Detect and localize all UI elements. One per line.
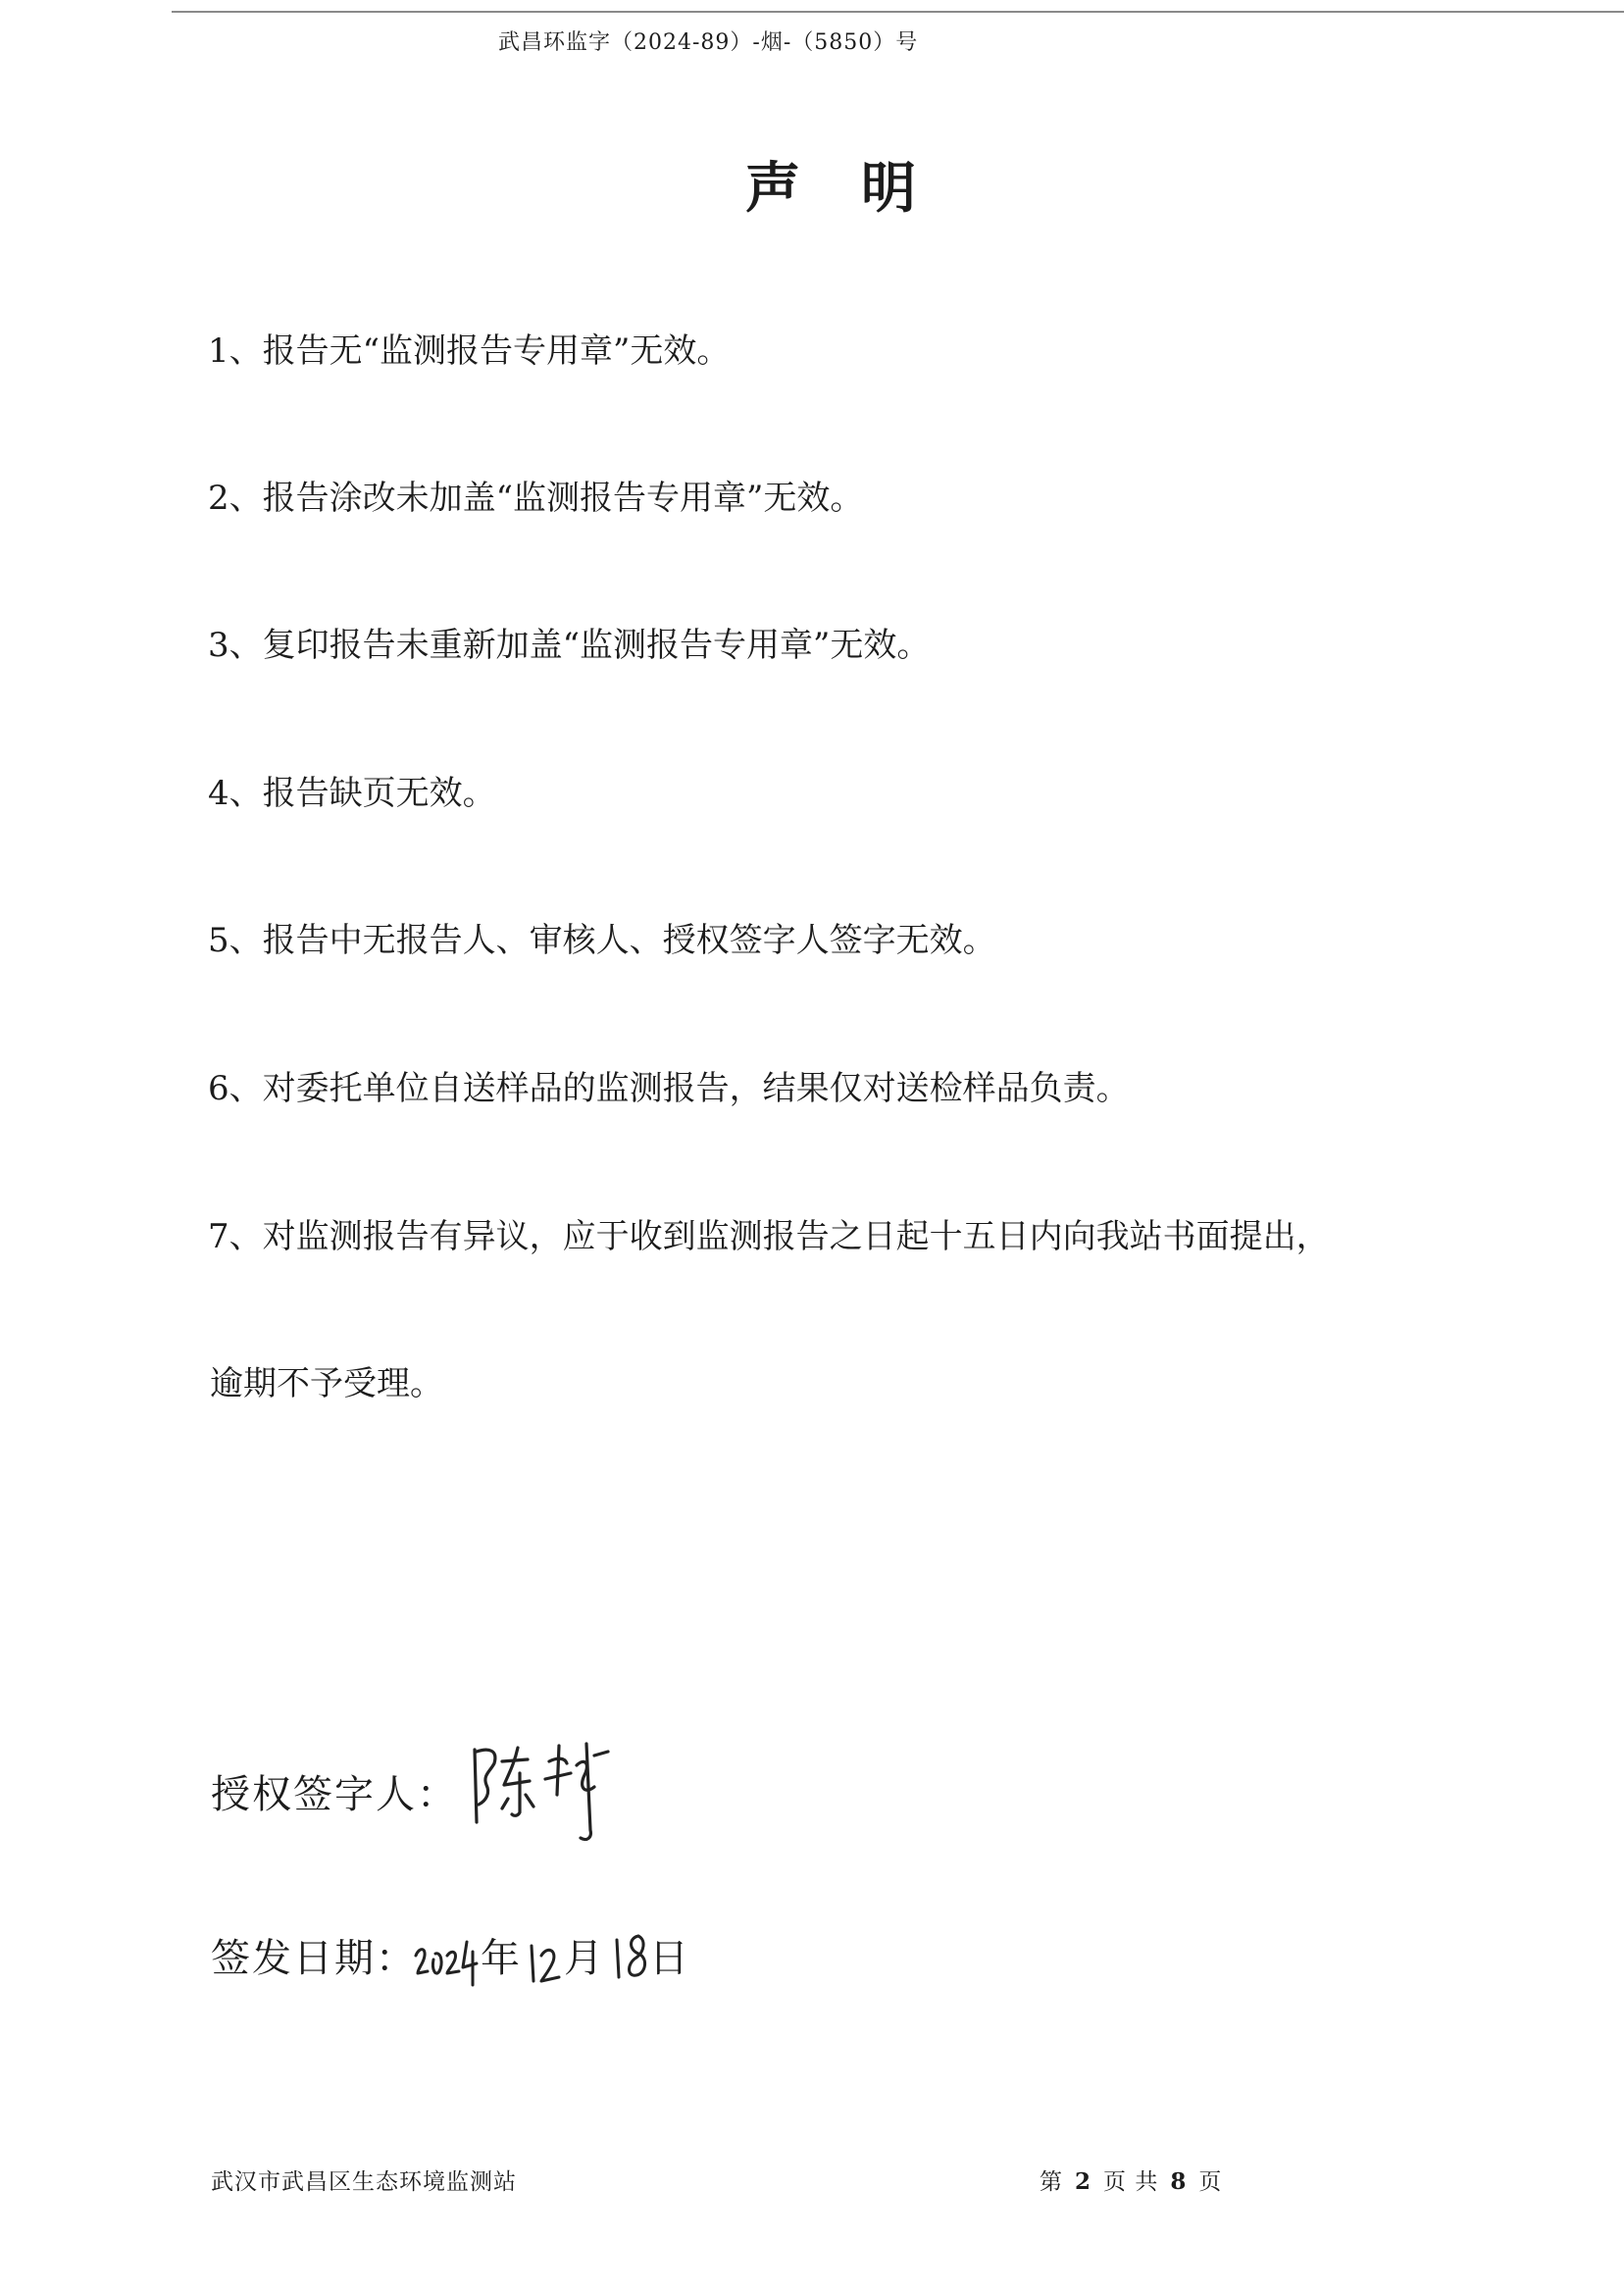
clause-6: 6、对委托单位自送样品的监测报告，结果仅对送检样品负责。: [208, 1069, 1130, 1108]
handwritten-day-strokes: [613, 1930, 654, 1985]
page-middle: 页 共: [1103, 2169, 1159, 2195]
issue-date-label: 签发日期：: [211, 1936, 417, 1981]
clause-7-continuation: 逾期不予受理。: [210, 1364, 443, 1403]
handwritten-month-strokes: [526, 1938, 565, 1989]
clause-4: 4、报告缺页无效。: [208, 774, 496, 813]
clause-3: 3、复印报告未重新加盖“监测报告专用章”无效。: [208, 626, 931, 665]
page-current: 2: [1075, 2168, 1092, 2195]
day-unit: 日: [649, 1936, 690, 1981]
header-rule: [172, 11, 1624, 13]
page-title: 声明: [745, 156, 977, 221]
page-prefix: 第: [1040, 2169, 1063, 2195]
clause-1: 1、报告无“监测报告专用章”无效。: [208, 331, 731, 371]
year-unit: 年: [481, 1936, 522, 1981]
clause-5: 5、报告中无报告人、审核人、授权签字人签字无效。: [208, 921, 996, 960]
clause-2: 2、报告涂改未加盖“监测报告专用章”无效。: [208, 479, 864, 518]
signatory-label: 授权签字人：: [211, 1772, 458, 1817]
handwritten-signature: [469, 1736, 635, 1849]
page-suffix: 页: [1198, 2169, 1223, 2195]
clause-7: 7、对监测报告有异议，应于收到监测报告之日起十五日内向我站书面提出，: [208, 1217, 1330, 1256]
handwritten-year-strokes: [414, 1934, 482, 1989]
page-number: [1040, 2164, 1222, 2196]
footer-organization: 武汉市武昌区生态环境监测站: [211, 2169, 517, 2195]
month-unit: 月: [564, 1936, 605, 1981]
page-total: 8: [1170, 2168, 1188, 2195]
report-number: 武昌环监字（2024-89）-烟-（5850）号: [498, 30, 919, 55]
